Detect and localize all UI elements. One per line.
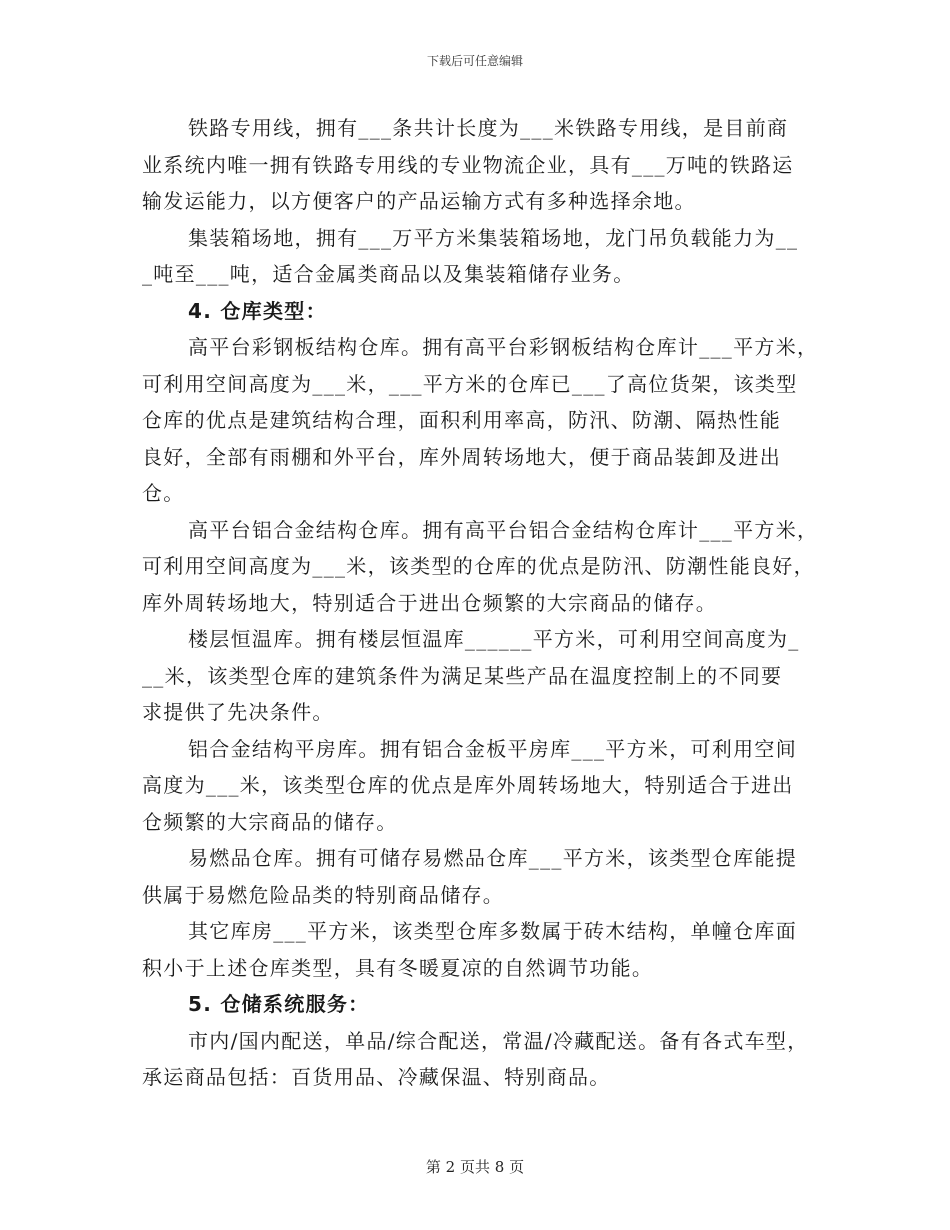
- paragraph: [142, 913, 812, 986]
- section-heading: [142, 986, 812, 1023]
- section-heading: [142, 293, 812, 330]
- paragraph-line: 铁路专用线，拥有___条共计长度为___米铁路专用线，是目前商: [188, 116, 789, 140]
- paragraph-line: 良好，全部有雨棚和外平台，库外周转场地大，便于商品装卸及进出: [142, 444, 781, 469]
- paragraph-line: 铝合金结构平房库。拥有铝合金板平房库___平方米，可利用空间: [188, 736, 797, 761]
- paragraph-line: 高平台彩钢板结构仓库。拥有高平台彩钢板结构仓库计___平方米，: [188, 335, 819, 359]
- paragraph-line: 业系统内唯一拥有铁路专用线的专业物流企业，具有___万吨的铁路运: [142, 152, 794, 177]
- paragraph-line: 库外周转场地大，特别适合于进出仓频繁的大宗商品的储存。: [142, 590, 718, 615]
- paragraph-line: 承运商品包括：百货用品、冷藏保温、特别商品。: [142, 1065, 611, 1089]
- paragraph-line: 供属于易燃危险品类的特别商品储存。: [142, 882, 505, 907]
- paragraph-line: 市内/国内配送，单品/综合配送，常温/冷藏配送。备有各式车型，: [188, 1028, 809, 1053]
- page-footer: 第 2 页共 8 页: [425, 1158, 525, 1176]
- paragraph-line: 楼层恒温库。拥有楼层恒温库______平方米，可利用空间高度为_: [188, 627, 800, 651]
- paragraph: [142, 731, 812, 841]
- paragraph: [142, 220, 812, 293]
- paragraph-line: 可利用空间高度为___米，该类型的仓库的优点是防汛、防潮性能良好，: [142, 554, 815, 578]
- paragraph-line: _吨至___吨，适合金属类商品以及集装箱储存业务。: [142, 262, 635, 286]
- heading-text: 4. 仓库类型：: [188, 298, 327, 323]
- paragraph: [142, 329, 819, 512]
- paragraph: [142, 512, 819, 622]
- heading-text: 5. 仓储系统服务：: [188, 992, 370, 1016]
- paragraph: [142, 840, 812, 913]
- paragraph-line: 高平台铝合金结构仓库。拥有高平台铝合金结构仓库计___平方米，: [188, 517, 819, 542]
- paragraph-line: __米，该类型仓库的建筑条件为满足某些产品在温度控制上的不同要: [142, 663, 783, 688]
- paragraph-line: 仓频繁的大宗商品的储存。: [142, 809, 398, 834]
- document-body: [142, 110, 819, 1096]
- paragraph-line: 易燃品仓库。拥有可储存易燃品仓库___平方米，该类型仓库能提: [188, 846, 797, 870]
- paragraph-line: 积小于上述仓库类型，具有冬暖夏凉的自然调节功能。: [142, 955, 654, 980]
- paragraph: [142, 1023, 812, 1096]
- paragraph-line: 仓。: [142, 481, 185, 505]
- page-header: 下载后可任意编辑: [426, 54, 523, 68]
- paragraph-line: 可利用空间高度为___米，___平方米的仓库已___了高位货架，该类型: [142, 371, 798, 396]
- paragraph-line: 求提供了先决条件。: [142, 700, 334, 724]
- paragraph: [142, 621, 812, 731]
- paragraph-line: 集装箱场地，拥有___万平方米集装箱场地，龙门吊负载能力为__: [188, 225, 799, 250]
- paragraph: [142, 110, 812, 220]
- paragraph-line: 仓库的优点是建筑结构合理，面积利用率高，防汛、防潮、隔热性能: [142, 408, 781, 432]
- paragraph-line: 输发运能力，以方便客户的产品运输方式有多种选择余地。: [142, 189, 696, 213]
- paragraph-line: 其它库房___平方米，该类型仓库多数属于砖木结构，单幢仓库面: [188, 919, 797, 943]
- paragraph-line: 高度为___米，该类型仓库的优点是库外周转场地大，特别适合于进出: [142, 773, 794, 797]
